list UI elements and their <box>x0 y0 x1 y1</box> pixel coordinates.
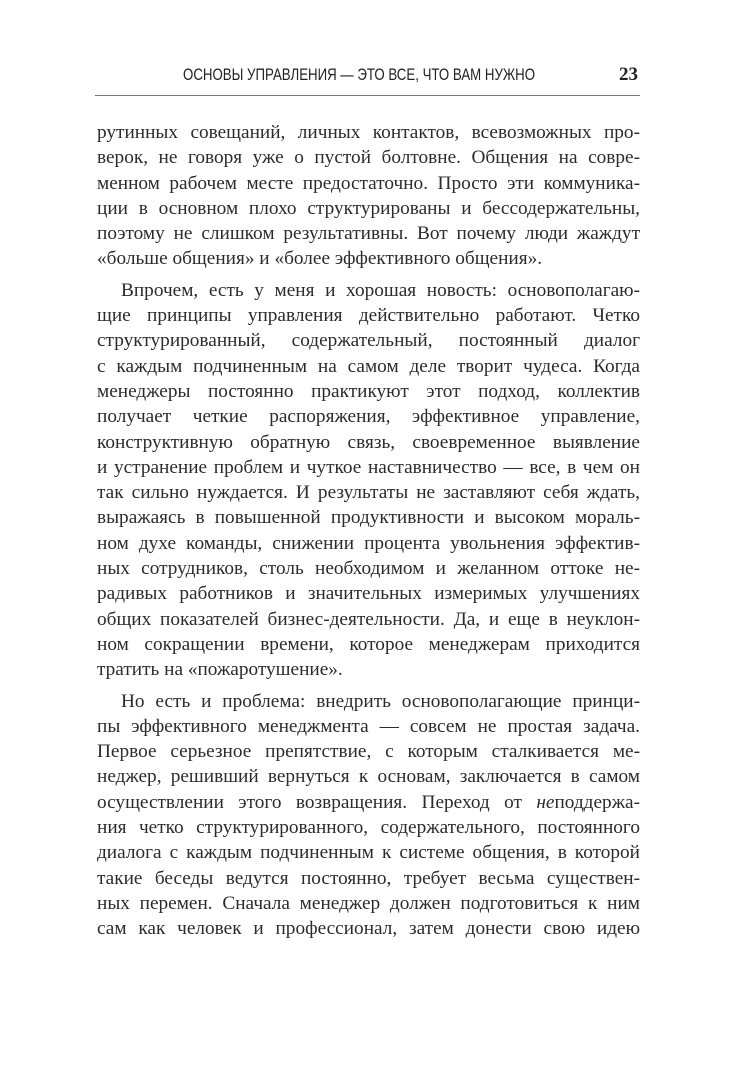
text-line: верок, не говоря уже о пустой болтовне. Общения на совре- <box>97 147 640 169</box>
text-line: с каждым подчиненным на самом деле творит чудеса. Когда <box>97 355 640 377</box>
running-header <box>95 62 640 92</box>
text-line: менном рабочем месте предостаточно. Просто эти коммуника- <box>97 172 640 194</box>
text-line <box>97 790 640 815</box>
text-line: общих показателей бизнес-деятельности. Да, и еще в неуклон- <box>97 608 640 630</box>
text-line: так сильно нуждается. И результаты не заставляют себя ждать, <box>97 482 640 504</box>
text-line: менеджеры постоянно практикуют этот подход, коллектив <box>97 380 640 402</box>
text-line: получает четкие распоряжения, эффективное управление, <box>97 406 640 428</box>
text-line: ном сокращении времени, которое менеджерам приходится <box>97 633 640 655</box>
text-line: Впрочем, есть у меня и хорошая новость: основополагаю- <box>121 279 640 301</box>
text-line: щие принципы управления действительно работают. Четко <box>97 305 640 327</box>
text-line: ных сотрудников, столь необходимом и желанном оттоке не- <box>97 558 640 580</box>
text-segment: поддержа- <box>554 791 640 813</box>
text-line: сам как человек и профессионал, затем донести свою идею <box>97 918 640 940</box>
paragraph <box>97 120 640 272</box>
text-line: ции в основном плохо структурированы и бессодержательны, <box>97 197 640 219</box>
text-line: ном духе команды, снижении процента увольнения эффектив- <box>97 532 640 554</box>
text-line: выражаясь в повышенной продуктивности и высоком мораль- <box>97 507 640 529</box>
page-number: 23 <box>619 64 638 85</box>
text-line: тратить на «пожаротушение». <box>97 659 343 681</box>
text-line: такие беседы ведутся постоянно, требует весьма существен- <box>97 867 640 889</box>
header-rule <box>95 95 640 96</box>
text-line: ния четко структурированного, содержательного, постоянного <box>97 817 640 839</box>
text-line: конструктивную обратную связь, своевременное выявление <box>97 431 640 453</box>
text-line: диалога с каждым подчиненным к системе общения, в которой <box>97 842 640 864</box>
text-line: ных перемен. Сначала менеджер должен подготовиться к ним <box>97 892 640 914</box>
text-line: «больше общения» и «более эффективного общения». <box>97 248 543 270</box>
text-line: рутинных совещаний, личных контактов, всевозможных про- <box>97 122 640 143</box>
running-title: ОСНОВЫ УПРАВЛЕНИЯ — ЭТО ВСЕ, ЧТО ВАМ НУЖНО <box>183 65 536 84</box>
text-line: Первое серьезное препятствие, с которым сталкивается ме- <box>97 741 640 763</box>
text-line: пы эффективного менеджмента — совсем не простая задача. <box>97 715 640 737</box>
text-line: структурированный, содержательный, постоянный диалог <box>97 330 640 352</box>
text-segment: осуществлении этого возвращения. Переход от <box>97 791 537 813</box>
paragraph <box>97 278 640 683</box>
text-line: поэтому не слишком результативны. Вот почему люди жаждут <box>97 223 640 245</box>
text-line: неджер, решивший вернуться к основам, заключается в самом <box>97 766 640 788</box>
body-text <box>97 120 640 942</box>
text-line: и устранение проблем и чуткое наставничество — все, в чем он <box>97 456 640 478</box>
text-line: радивых работников и значительных измеримых улучшениях <box>97 583 640 605</box>
italic-text: не <box>536 791 555 813</box>
text-line: Но есть и проблема: внедрить основополагающие принци- <box>121 690 640 712</box>
paragraph <box>97 689 640 942</box>
